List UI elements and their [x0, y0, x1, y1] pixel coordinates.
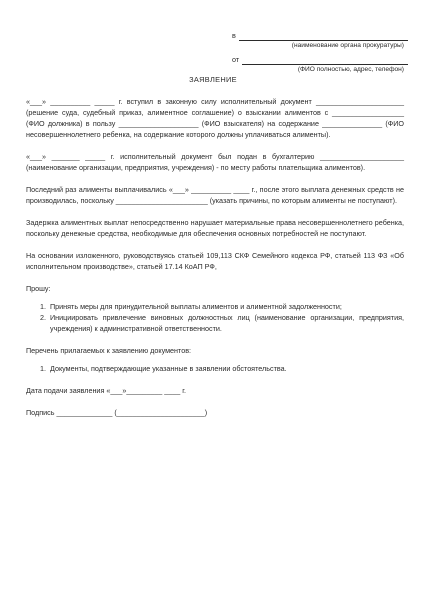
- recipient-caption: (наименование органа прокуратуры): [291, 42, 404, 49]
- recipient-line: [232, 30, 408, 41]
- sender-line: [232, 54, 408, 65]
- paragraph-last-payment: Последний раз алименты выплачивались «___» __________ ____ г., после этого выплата денежных средств не производилась, поскольку _______________________ (указать причины, по которым алименты не поступают).: [26, 185, 404, 205]
- sender-caption: (ФИО полностью, адрес, телефон): [297, 66, 404, 73]
- signature-line: Подпись ______________ (______________________): [26, 408, 208, 417]
- paragraph-enforcement-document: «___» __________ _____ г. вступил в законную силу исполнительный документ ______________________ (решение суда, судебный приказ, алиментное соглашение) о взыскании алиментов с __________________ (ФИО должника) в пользу ____________________ (ФИО взыскателя) на содержание _______________ (ФИО несовершеннолетнего ребенка, на содержание которого должны уплачиваться алименты).: [26, 97, 404, 139]
- submission-date-line: Дата подачи заявления «___»_________ ____ г.: [26, 386, 187, 395]
- sender-prefix: от: [232, 55, 240, 64]
- document-body: [26, 96, 404, 418]
- request-list: [26, 301, 404, 334]
- attachments-heading: Перечень прилагаемых к заявлению документов:: [26, 346, 192, 355]
- sender-fill-line: [242, 55, 408, 65]
- addressee-block: [232, 30, 408, 75]
- paragraph-submission: «___» _______ _____ г. исполнительный документ был подан в бухгалтерию _____________________ (наименование организации, предприятия, учреждения) - по месту работы плательщика алиментов).: [26, 152, 404, 172]
- document-title: ЗАЯВЛЕНИЕ: [189, 75, 237, 84]
- request-item: 1. Принять меры для принудительной выплаты алиментов и алиментной задолженности;: [48, 301, 404, 312]
- recipient-prefix: в: [232, 31, 236, 40]
- request-item: 2. Инициировать привлечение виновных должностных лиц (наименование организации, предприятия, учреждения) к административной ответственности.: [48, 312, 404, 334]
- paragraph-legal-basis: На основании изложенного, руководствуясь статьей 109,113 СКФ Семейного кодекса РФ, статьей 113 ФЗ «Об исполнительном производстве», статьей 17.14 КоАП РФ,: [26, 251, 404, 271]
- paragraph-delay: Задержка алиментных выплат непосредственно нарушает материальные права несовершеннолетнего ребенка, поскольку денежные средства, необходимые для обеспечения основных потребностей не поступают.: [26, 218, 404, 238]
- attachments-list: [26, 363, 404, 374]
- request-heading: Прошу:: [26, 284, 51, 293]
- attachment-item: 1. Документы, подтверждающие указанные в заявлении обстоятельства.: [48, 363, 404, 374]
- recipient-fill-line: [239, 31, 408, 41]
